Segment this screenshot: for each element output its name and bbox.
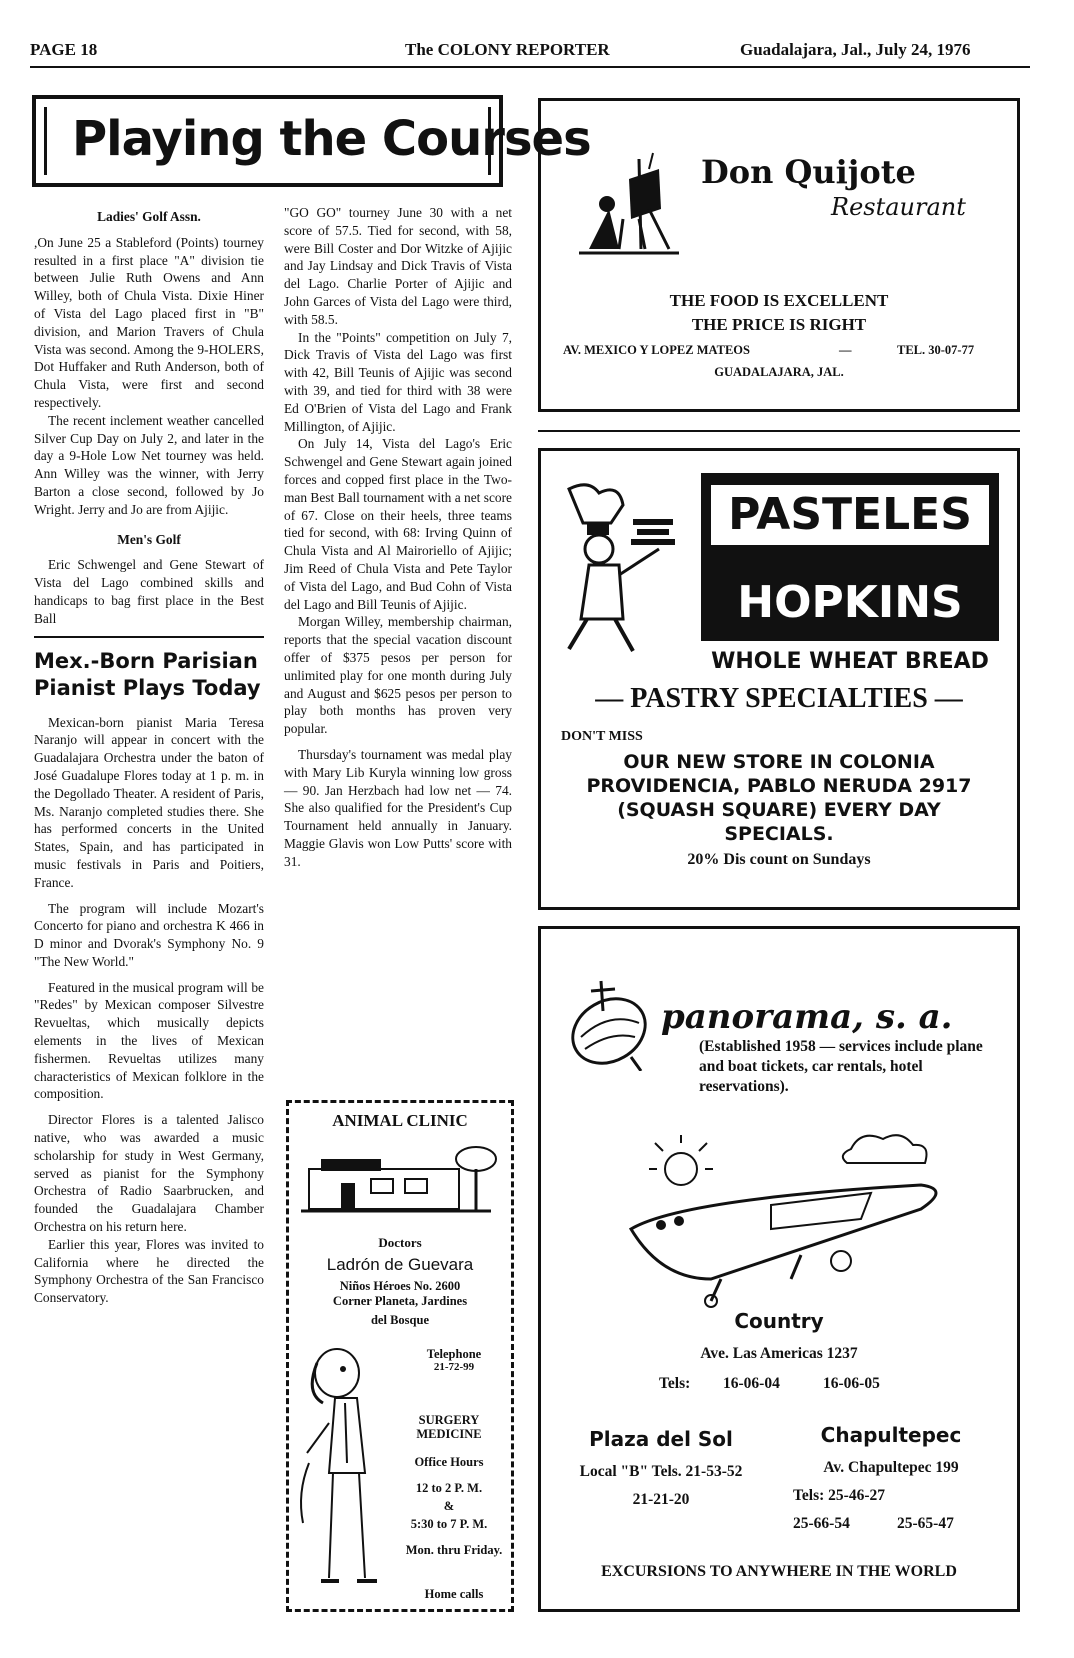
panorama-ad (538, 926, 1020, 1612)
chapultepec-tel-3: 25-65-47 (897, 1515, 954, 1532)
column-1 (34, 204, 264, 1307)
clinic-telephone-label: Telephone (426, 1347, 482, 1361)
golf-headline: Playing the Courses (72, 111, 591, 167)
golf-paragraph: "GO GO" tourney June 30 with a net score of 57.5. Tied for second, with 58, were Bill Coster and Dor Witzke of Ajijic and Jay Lindsay and Dick Travis of Vista del Lago. Charlie Porter of Ajijic and John Garces of Vista del Lago were third, with 58.5. (284, 205, 512, 327)
quijote-restaurant: Restaurant (831, 193, 966, 221)
clinic-days: Mon. thru Friday. (405, 1543, 503, 1557)
chapultepec-address: Av. Chapultepec 199 (823, 1459, 959, 1476)
pianist-paragraph: Earlier this year, Flores was invited to California where he directed the Symphony Orchestra of the San Francisco Conservatory. (34, 1236, 264, 1306)
pasteles-discount: 20% Dis count on Sundays (687, 851, 871, 868)
golf-paragraph: In the "Points" competition on July 7, Dick Travis of Vista del Lago was first with 42, Bill Teunis of Ajijic was second with 39, and tied for third with 38 were Ed O'Brien of Vista del Lago and Frank Millington, of Ajijic. (284, 329, 512, 434)
pianist-paragraph: Director Flores is a talented Jalisco native, who was awarded a music scholarship for study in West Germany, served as pianist for the Symphony Orchestra of Radio Saarbrucken, and founded the Guadalajara Chamber Orchestra on his return here. (34, 1112, 264, 1235)
masthead-rule (30, 66, 1030, 68)
clinic-title: ANIMAL CLINIC (332, 1111, 468, 1130)
plaza-line: Local "B" Tels. 21-53-52 (579, 1463, 743, 1480)
clinic-hours-2: 5:30 to 7 P. M. (410, 1517, 488, 1531)
quijote-telephone: TEL. 30-07-77 (897, 343, 975, 357)
clinic-hours-label: Office Hours (414, 1455, 484, 1469)
pasteles-name-1: PASTELES (711, 485, 989, 545)
plane-ship-icon (621, 1129, 961, 1309)
pasteles-store-1: OUR NEW STORE IN COLONIA (623, 751, 935, 773)
chapultepec-tel-2: 25-66-54 (793, 1515, 850, 1532)
clinic-hours-1: 12 to 2 P. M. (415, 1481, 483, 1495)
pasteles-name-2: HOPKINS (737, 577, 963, 628)
quijote-name: Don Quijote (701, 153, 916, 191)
globe-icon (561, 971, 661, 1071)
clinic-telephone: 21-72-99 (433, 1361, 475, 1373)
plaza-tel-2: 21-21-20 (632, 1491, 690, 1508)
clinic-address-1: Niños Héroes No. 2600 (339, 1279, 461, 1293)
golf-paragraph: Morgan Willey, membership chairman, reports that the special vacation discount offer of $375 pesos per person for unlimited play for one month during July and August and $625 pesos per person to play both months has proven very popular. (284, 614, 512, 737)
golf-paragraph: Thursday's tournament was medal play with Mary Lib Kuryla winning low gross — 90. Jan Herzbach had low net — 74. She also qualified for the President's Cup Tournament held annually in January. Maggie Glavis won Low Putts' score with 31. (284, 746, 512, 869)
pianist-paragraph: Featured in the musical program will be "Redes" by Mexican composer Silvestre Revueltas, which musically depicts elements in the lives of Mexican fishermen. Revueltas utilizes many characteristics of Mexican folklore in the composition. (34, 979, 264, 1102)
clinic-services: SURGERY MEDICINE (416, 1413, 482, 1441)
quijote-dash: — (839, 343, 852, 357)
pasteles-store-3: (SQUASH SQUARE) EVERY DAY (617, 799, 941, 821)
don-quijote-icon (579, 149, 679, 259)
golf-paragraph: ,On June 25 a Stableford (Points) tourney resulted in a first place "A" division tie between Julie Ruth Owens and Ann Willey, both of Chula Vista. Dixie Hiner of Vista del Lago placed first in "B" division, and Marion Travers of Chula Vista was second. Among the 9-HOLERS, Dot Huffaker and Ruth Anderson, both of Chula Vista, were first and second respectively. (34, 234, 264, 410)
clinic-hours-amp: & (443, 1499, 455, 1513)
quijote-city: GUADALAJARA, JAL. (714, 365, 844, 379)
quijote-address: AV. MEXICO Y LOPEZ MATEOS (563, 343, 750, 357)
country-title: Country (734, 1309, 824, 1333)
article-divider (34, 636, 264, 638)
golf-headline-box (32, 95, 591, 187)
country-tels-label: Tels: (659, 1375, 691, 1392)
clinic-home-calls: Home calls (424, 1587, 484, 1601)
golf-paragraph: Eric Schwengel and Gene Stewart of Vista del Lago combined skills and handicaps to bag first place in the Best Ball (34, 557, 264, 626)
pasteles-specialties: — PASTRY SPECIALTIES — (595, 683, 963, 714)
mens-golf-subhead: Men's Golf (117, 531, 181, 547)
paper-name: The COLONY REPORTER (405, 40, 610, 59)
country-address: Ave. Las Americas 1237 (700, 1345, 858, 1362)
quijote-line-2: THE PRICE IS RIGHT (691, 315, 867, 334)
clinic-doctors: Doctors (378, 1235, 422, 1250)
country-tel-1: 16-06-04 (723, 1375, 780, 1392)
ladies-golf-subhead: Ladies' Golf Assn. (97, 209, 201, 224)
pasteles-bread: WHOLE WHEAT BREAD (711, 649, 989, 674)
golf-paragraph: The recent inclement weather cancelled Silver Cup Day on July 2, and later in the day a 9-Hole Low Net tourney was held. Ann Willey was the winner, with Jerry Barton a close second, followed by Jo Wright. Jerry and Jo are from Ajijic. (34, 412, 264, 517)
page-number: PAGE 18 (30, 40, 98, 59)
pasteles-store-2: PROVIDENCIA, PABLO NERUDA 2917 (586, 775, 972, 797)
headline-bar-left (44, 107, 47, 175)
chapultepec-tels: Tels: 25-46-27 (793, 1487, 885, 1504)
ad-divider (538, 430, 1020, 432)
clinic-name: Ladrón de Guevara (326, 1255, 474, 1274)
clinic-building-icon (301, 1139, 501, 1219)
pianist-paragraph: The program will include Mozart's Concerto for piano and orchestra K 466 in D minor and Dvorak's Symphony No. 9 "The New World." (34, 900, 264, 969)
pasteles-dont-miss: DON'T MISS (561, 729, 643, 744)
quijote-line-1: THE FOOD IS EXCELLENT (669, 291, 889, 310)
column-2 (284, 204, 512, 870)
country-tel-2: 16-06-05 (823, 1375, 880, 1392)
chapultepec-title: Chapultepec (820, 1423, 962, 1447)
pianist-headline: Mex.-Born Parisian Pianist Plays Today (34, 648, 261, 700)
animal-clinic-ad (286, 1100, 514, 1612)
pasteles-store-4: SPECIALS. (724, 823, 834, 845)
golf-paragraph: On July 14, Vista del Lago's Eric Schwengel and Gene Stewart again joined forces and copped first place in the Two-man Best Ball tournament with a net score of 67. Close on their heels, three teams tied for second, with 68: Irving Quinn of Chula Vista and Al Mairoriello of Ajijic; Jim Reed of Chula Vista and Pete Taylor of Vista del Lago, and Bud Cohn of Vista del Lago and Bill Teunis of Ajijic. (284, 436, 512, 612)
panorama-logo: panorama, s. a. (661, 997, 953, 1037)
pasteles-black-panel (701, 473, 999, 641)
dog-doctor-icon (295, 1343, 405, 1603)
panorama-established: (Established 1958 — services include plane and boat tickets, car rentals, hotel reservations). (699, 1038, 983, 1095)
plaza-title: Plaza del Sol (589, 1427, 733, 1451)
panorama-footer: EXCURSIONS TO ANYWHERE IN THE WORLD (601, 1563, 957, 1580)
pianist-paragraph: Mexican-born pianist Maria Teresa Naranjo will appear in concert with the Guadalajara Orchestra under the baton of José Guadalupe Flores today at 1 p. m. in the Degollado Theater. A resident of Paris, Ms. Naranjo completed studies there. She has performed concerts in the United States, Spain, and has participated in music festivals in Paris and Poitiers, France. (34, 714, 264, 890)
pasteles-hopkins-ad (538, 448, 1020, 910)
don-quijote-ad (538, 98, 1020, 412)
dateline: Guadalajara, Jal., July 24, 1976 (740, 40, 971, 59)
clinic-address-3: del Bosque (370, 1313, 429, 1327)
clinic-address-2: Corner Planeta, Jardines (332, 1294, 468, 1308)
baker-icon (559, 479, 679, 659)
